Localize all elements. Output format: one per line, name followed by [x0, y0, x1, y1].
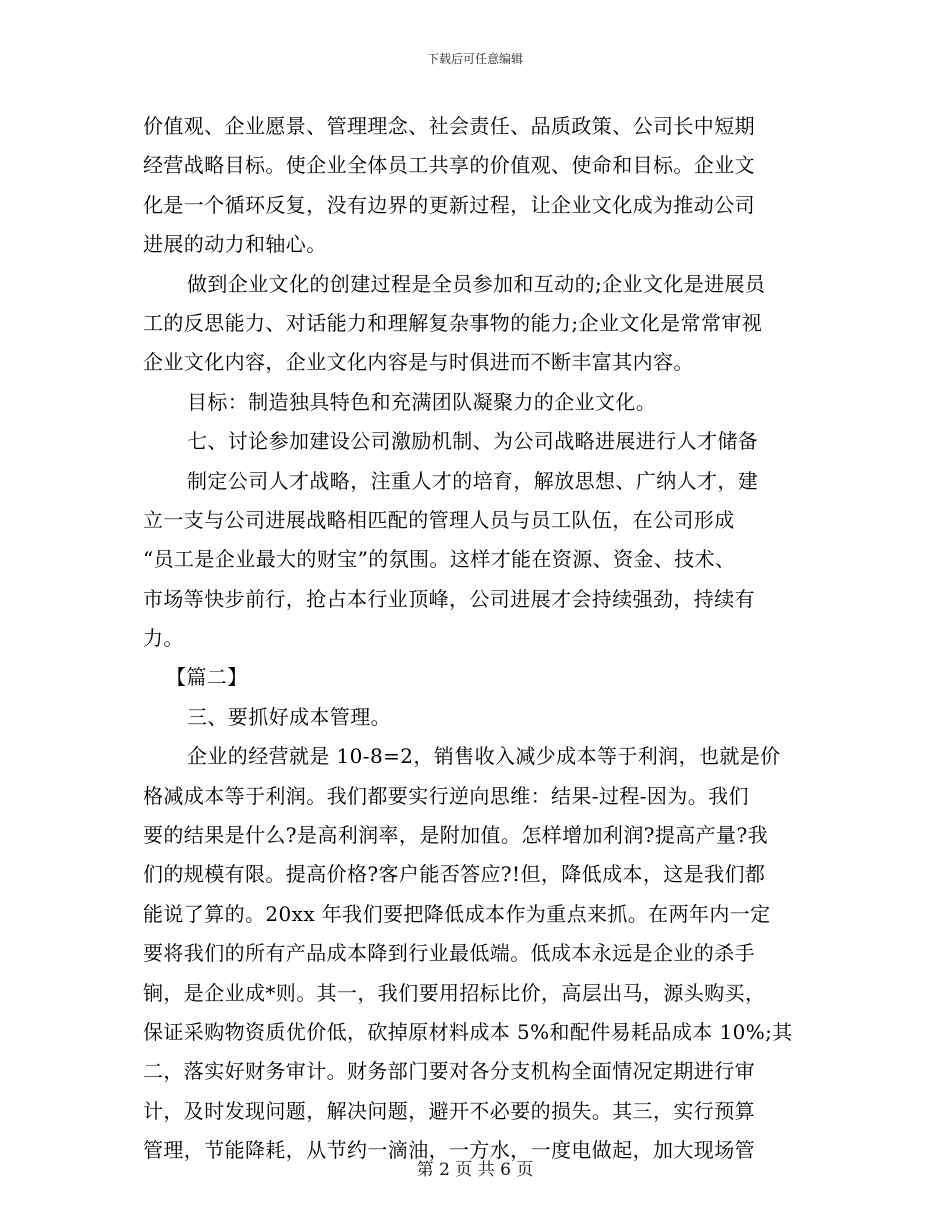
body-line: “员工是企业最大的财宝”的氛围。这样才能在资源、资金、技术、 — [143, 547, 736, 572]
body-line: 立一支与公司进展战略相匹配的管理人员与员工队伍，在公司形成 — [143, 507, 735, 532]
body-line: 化是一个循环反复，没有边界的更新过程，让企业文化成为推动公司 — [143, 192, 755, 217]
body-line: 市场等快步前行，抢占本行业顶峰，公司进展才会持续强劲，持续有 — [143, 586, 755, 611]
part-title: 【篇二】 — [166, 665, 248, 690]
section-heading: 七、讨论参加建设公司激励机制、为公司战略进展进行人才储备 — [187, 429, 759, 454]
body-line: 们的规模有限。提高价格?客户能否答应?!但，降低成本，这是我们都 — [143, 862, 766, 887]
body-line: 格减成本等于利润。我们都要实行逆向思维：结果-过程-因为。我们 — [143, 783, 749, 808]
body-line: 锏，是企业成*则。其一，我们要用招标比价，高层出马，源头购买， — [143, 980, 766, 1005]
page-header: 下载后可任意编辑 — [426, 52, 523, 66]
body-line: 保证采购物资质优价低，砍掉原材料成本 5%和配件易耗品成本 10%;其 — [143, 1019, 793, 1044]
body-line: 计，及时发现问题，解决问题，避开不必要的损失。其三，实行预算 — [143, 1098, 755, 1123]
document-body — [143, 107, 823, 1171]
page-footer: 第 2 页 共 6 页 — [416, 1160, 534, 1180]
paragraph-first-line: 做到企业文化的创建过程是全员参加和互动的;企业文化是进展员 — [187, 271, 766, 296]
paragraph-first-line: 企业的经营就是 10-8=2，销售收入减少成本等于利润，也就是价 — [187, 744, 781, 769]
body-line: 要的结果是什么?是高利润率，是附加值。怎样增加利润?提高产量?我 — [143, 823, 768, 848]
section-heading: 三、要抓好成本管理。 — [187, 704, 391, 729]
body-line: 管理，节能降耗，从节约一滴油，一方水，一度电做起，加大现场管 — [143, 1138, 755, 1163]
body-line: 经营战略目标。使企业全体员工共享的价值观、使命和目标。企业文 — [143, 153, 755, 178]
body-line: 二，落实好财务审计。财务部门要对各分支机构全面情况定期进行审 — [143, 1059, 755, 1084]
paragraph-first-line: 制定公司人才战略，注重人才的培育，解放思想、广纳人才，建 — [187, 468, 759, 493]
body-line: 工的反思能力、对话能力和理解复杂事物的能力;企业文化是常常审视 — [143, 310, 763, 335]
body-line: 能说了算的。20xx 年我们要把降低成本作为重点来抓。在两年内一定 — [143, 901, 771, 926]
body-line: 要将我们的所有产品成本降到行业最低端。低成本永远是企业的杀手 — [143, 941, 755, 966]
body-line: 力。 — [143, 626, 184, 651]
body-line: 企业文化内容，企业文化内容是与时俱进而不断丰富其内容。 — [143, 350, 694, 375]
body-line: 价值观、企业愿景、管理理念、社会责任、品质政策、公司长中短期 — [143, 114, 755, 138]
body-line: 进展的动力和轴心。 — [143, 232, 327, 257]
paragraph-first-line: 目标：制造独具特色和充满团队凝聚力的企业文化。 — [187, 389, 657, 414]
